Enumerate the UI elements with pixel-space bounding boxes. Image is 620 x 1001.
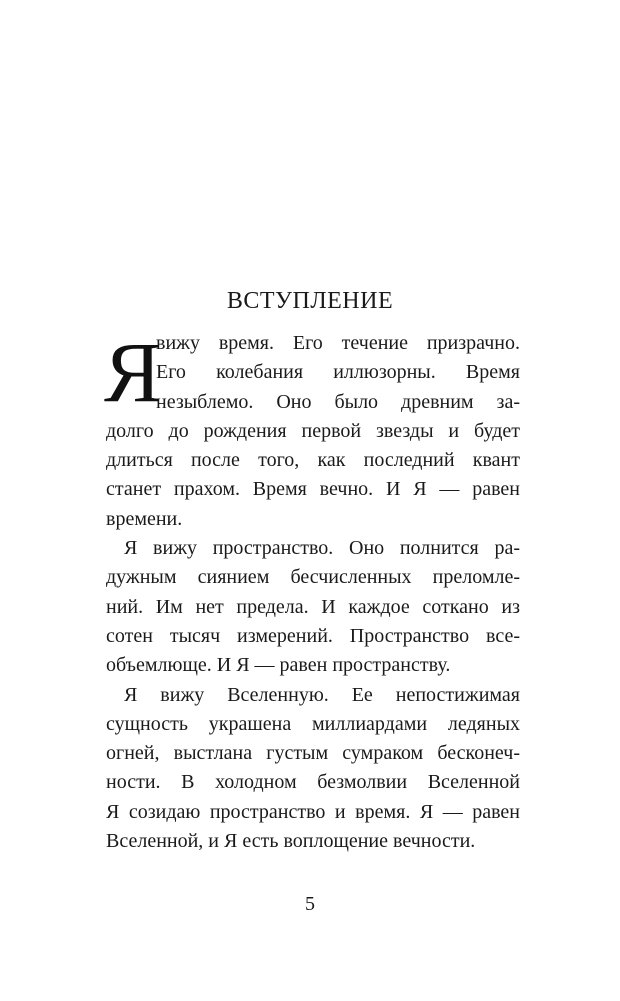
text-line: Его колебания иллюзорны. Время [156,361,520,384]
text-line: станет прахом. Время вечно. И Я — равен [106,478,520,501]
text-line: Я вижу Вселенную. Ее непостижимая [124,683,520,706]
chapter-title: ВСТУПЛЕНИЕ [226,288,394,314]
paragraph-2 [106,534,520,680]
text-line: дужным сиянием бесчисленных преломле- [106,566,520,589]
page-number: 5 [305,893,315,915]
text-line: вижу время. Его течение призрачно. [156,332,520,354]
text-line: огней, выстлана густым сумраком бесконеч- [106,742,520,765]
text-line: долго до рождения первой звезды и будет [106,419,520,442]
body-text [104,324,520,856]
paragraph-1 [104,324,520,534]
text-line: Я вижу пространство. Оно полнится ра- [124,537,520,560]
text-line: ний. Им нет предела. И каждое соткано из [106,595,520,618]
text-line: сущность украшена миллиардами ледяных [106,712,520,735]
text-line: ности. В холодном безмолвии Вселенной [106,771,520,794]
text-line: объемлюще. И Я — равен пространству. [106,654,451,677]
paragraph-3 [106,681,520,857]
text-line: незыблемо. Оно было древним за- [156,390,520,413]
drop-cap: Я [104,324,162,420]
text-line: Я созидаю пространство и время. Я — равен [106,800,520,823]
text-line: времени. [106,507,183,530]
text-line: длиться после того, как последний квант [106,449,520,472]
text-line: сотен тысяч измерений. Пространство все- [106,624,520,647]
text-line: Вселенной, и Я есть воплощение вечности. [106,830,476,853]
